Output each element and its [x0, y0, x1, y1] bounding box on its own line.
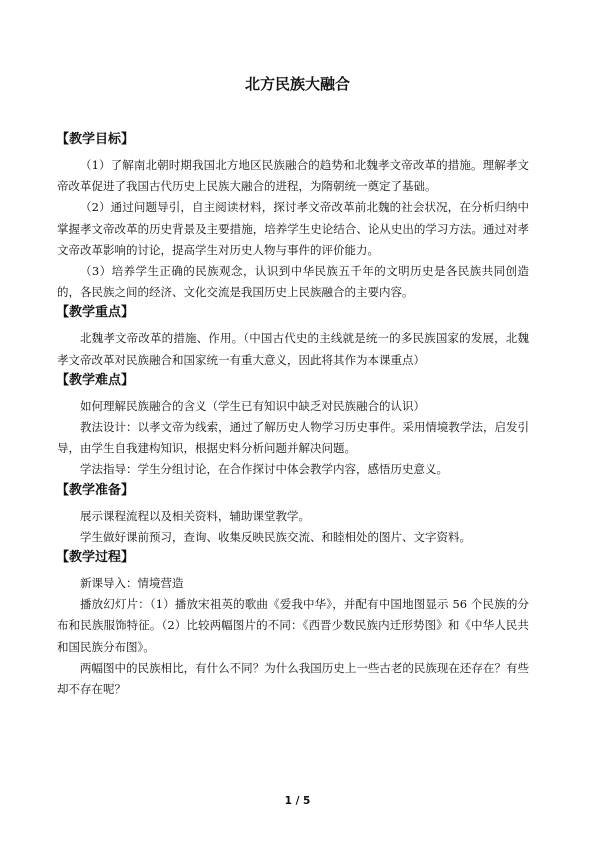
paragraph: 学法指导：学生分组讨论，在合作探讨中体会教学内容，感悟历史意义。 — [80, 462, 448, 477]
paragraph: 如何理解民族融合的含义（学生已有知识中缺乏对民族融合的认识） — [80, 398, 425, 413]
section-heading-key-points: 【教学重点】 — [56, 305, 135, 321]
paragraph: 新课导入：情境营造 — [80, 576, 184, 591]
section-heading-process: 【教学过程】 — [56, 550, 135, 566]
paragraph: 展示课程流程以及相关资料，辅助课堂教学。 — [80, 508, 310, 523]
paragraph: （3）培养学生正确的民族观念，认识到中华民族五千年的文明历史是各民族共同创造的，各民族之间的经济、文化交流是我国历史上民族融合的主要内容。 — [57, 264, 529, 300]
paragraph: （1）了解南北朝时期我国北方地区民族融合的趋势和北魏孝文帝改革的措施。理解孝文帝改革促进了我国古代历史上民族大融合的进程，为隋朝统一奠定了基础。 — [57, 158, 529, 194]
paragraph: 两幅图中的民族相比，有什么不同？为什么我国历史上一些古老的民族现在还存在？有些却不存在呢？ — [57, 660, 529, 697]
paragraph: 学生做好课前预习，查询、收集反映民族交流、和睦相处的图片、文字资料。 — [80, 529, 471, 544]
paragraph: 播放幻灯片：（1）播放宋祖英的歌曲《爱我中华》，并配有中国地图显示 56 个民族的分布和民族服饰特征。（2）比较两幅图片的不同：《西晋少数民族内迁形势图》和《中华人民共和国民族分布图》。 — [57, 597, 529, 654]
paragraph: （2）通过问题导引，自主阅读材料，探讨孝文帝改革前北魏的社会状况，在分析归纳中掌握孝文帝改革的历史背景及主要措施，培养学生史论结合、论从史出的学习方法。通过对孝文帝改革影响的讨论，提高学生对历史人物与事件的评价能力。 — [57, 200, 529, 257]
paragraph: 北魏孝文帝改革的措施、作用。（中国古代史的主线就是统一的多民族国家的发展，北魏孝文帝改革对民族融合和国家统一有重大意义，因此将其作为本课重点） — [57, 331, 529, 367]
section-heading-preparation: 【教学准备】 — [56, 482, 135, 498]
page-number: 1 / 5 — [284, 795, 311, 807]
document-body — [57, 130, 529, 700]
paragraph: 教法设计：以孝文帝为线索，通过了解历史人物学习历史事件。采用情境教学法，启发引导，由学生自我建构知识，根据史料分析问题并解决问题。 — [57, 420, 529, 456]
section-heading-objectives: 【教学目标】 — [56, 132, 135, 147]
page-title: 北方民族大融合 — [244, 75, 350, 93]
section-heading-difficulties: 【教学难点】 — [56, 372, 135, 388]
